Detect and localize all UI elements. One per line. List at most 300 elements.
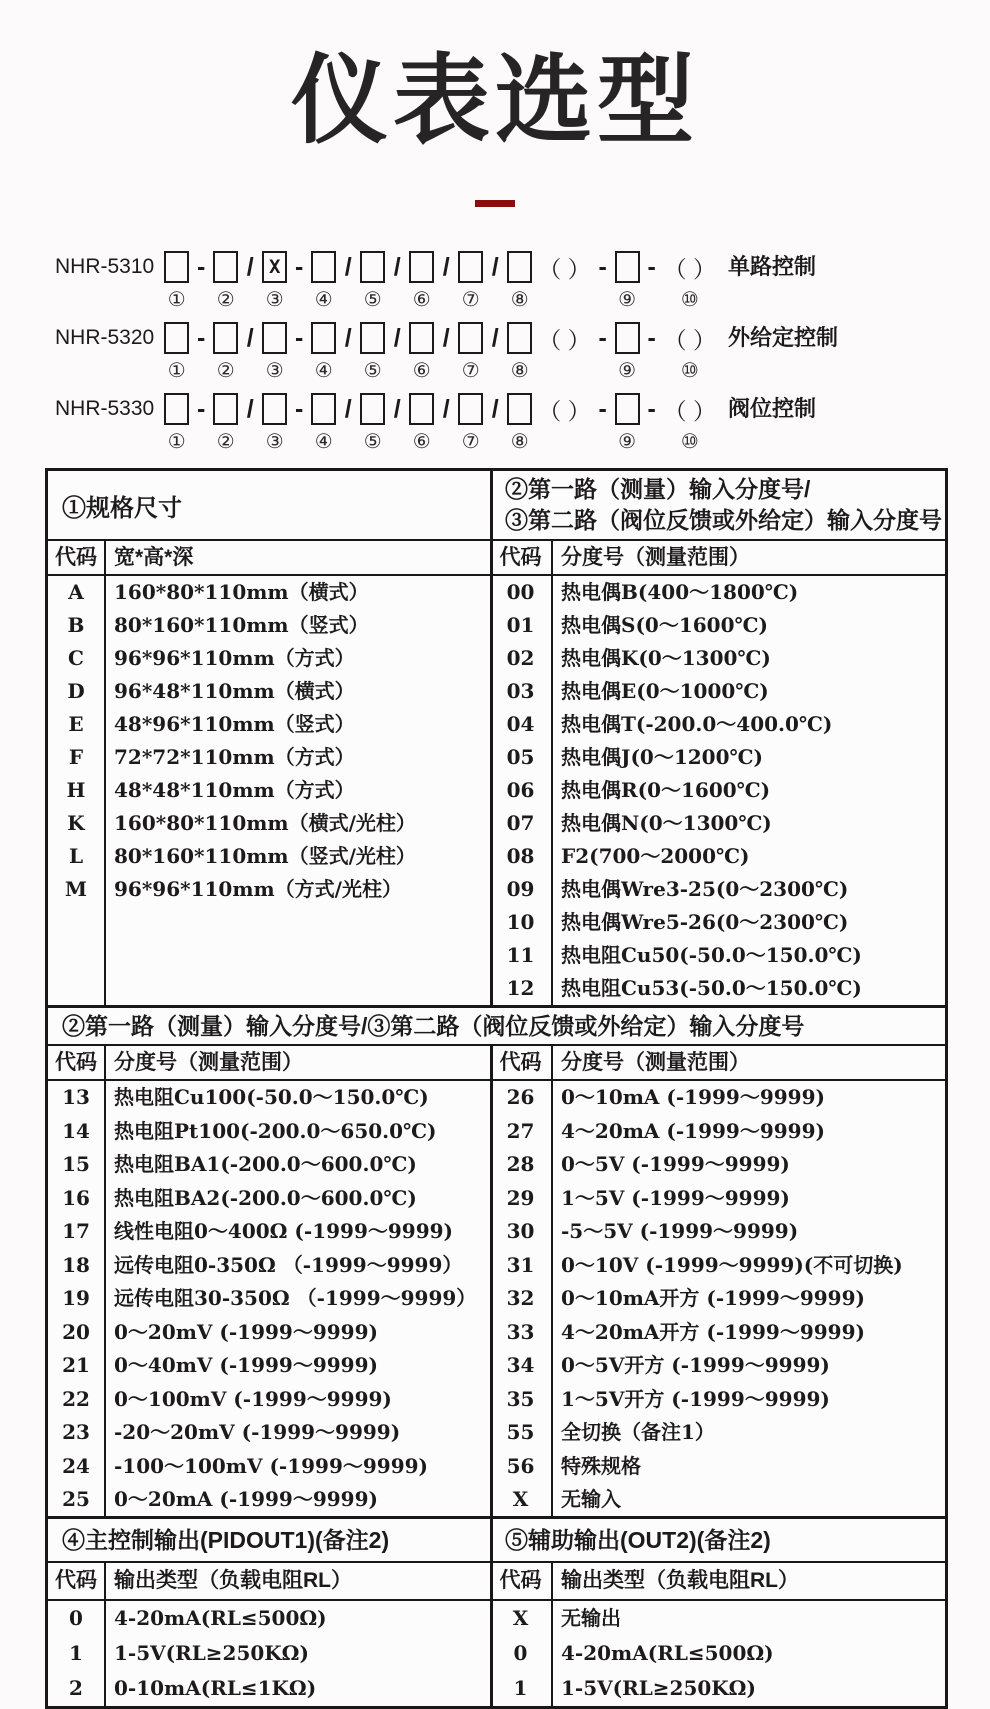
code-box: （ ）	[538, 397, 591, 424]
code-box: -	[647, 323, 656, 352]
table-row	[48, 576, 490, 609]
section2-right-rows	[490, 1081, 945, 1516]
model-token	[391, 393, 403, 454]
column-header-code: 代码	[55, 1051, 97, 1074]
code-box: /	[393, 252, 401, 281]
circled-number: ⑤	[363, 431, 382, 453]
code-box	[615, 322, 640, 354]
model-token	[646, 251, 658, 312]
table-row	[48, 1249, 490, 1283]
model-name: NHR-5320	[55, 326, 155, 349]
code-box: -	[647, 394, 656, 423]
code-box: -	[647, 252, 656, 281]
code-box	[164, 393, 189, 425]
table-row	[48, 1601, 490, 1636]
code-box: /	[442, 323, 450, 352]
circled-number: ⑨	[618, 360, 637, 382]
circled-number: ①	[167, 289, 186, 311]
desc-cell: 1-5V(RL≥250KΩ)	[114, 1641, 309, 1665]
table-row	[490, 1081, 945, 1115]
desc-cell: 热电阻Pt100(-200.0～650.0℃)	[114, 1118, 437, 1143]
column-header-range: 分度号（测量范围）	[561, 1051, 750, 1074]
code-box	[360, 251, 385, 283]
code-cell: 1	[513, 1676, 528, 1700]
model-token	[458, 251, 483, 312]
table-row	[48, 873, 490, 906]
desc-cell: 0～10mA (-1999～9999)	[561, 1085, 825, 1109]
desc-cell: 4～20mA (-1999～9999)	[561, 1118, 825, 1143]
code-cell: X	[512, 1606, 529, 1630]
table-row	[48, 1081, 490, 1115]
table-row	[490, 1601, 945, 1636]
desc-cell: 特殊规格	[561, 1453, 641, 1478]
code-cell: 28	[506, 1152, 535, 1176]
section2-header	[48, 1005, 945, 1046]
desc-cell: 1～5V开方 (-1999～9999)	[561, 1386, 830, 1411]
code-cell: 24	[62, 1453, 90, 1478]
model-token	[440, 251, 452, 312]
model-token	[597, 251, 609, 312]
code-cell: 33	[506, 1319, 535, 1344]
model-token	[458, 322, 483, 383]
code-box: -	[197, 323, 206, 352]
desc-cell: 热电偶J(0～1200℃)	[561, 745, 763, 769]
table-row	[48, 1282, 490, 1316]
code-box: （ ）	[663, 397, 716, 424]
model-token	[409, 393, 434, 454]
table-row	[490, 1349, 945, 1383]
code-cell: 26	[506, 1085, 535, 1109]
vertical-rule	[104, 1046, 106, 1516]
circled-number: ⑧	[510, 289, 529, 311]
table-row	[490, 1416, 945, 1450]
table-row	[490, 1383, 945, 1417]
code-box: /	[246, 323, 254, 352]
column-header-range: 分度号（测量范围）	[114, 1051, 303, 1074]
model-token	[262, 251, 287, 312]
code-cell: 22	[62, 1386, 90, 1411]
model-tokens	[161, 322, 719, 383]
code-cell: 00	[506, 580, 535, 604]
code-cell: 04	[506, 712, 535, 736]
table-row	[48, 1215, 490, 1249]
code-box	[262, 322, 287, 354]
table-row	[490, 1148, 945, 1182]
model-tokens	[161, 251, 719, 312]
section2-header-text: ②第一路（测量）输入分度号/③第二路（阀位反馈或外给定）输入分度号	[62, 1013, 805, 1039]
code-cell: X	[512, 1487, 529, 1511]
model-token	[615, 322, 640, 383]
code-cell: 20	[62, 1319, 90, 1344]
table-row	[48, 1316, 490, 1350]
model-line-nhr5320	[52, 322, 990, 383]
table-row	[490, 1450, 945, 1484]
desc-cell: 线性电阻0～400Ω (-1999～9999)	[114, 1219, 453, 1243]
code-box: /	[491, 252, 499, 281]
table-row	[48, 1115, 490, 1149]
vertical-rule	[490, 1046, 493, 1516]
code-box	[409, 393, 434, 425]
desc-cell: 96*96*110mm（方式）	[114, 646, 355, 670]
desc-cell: 96*48*110mm（横式）	[114, 679, 355, 703]
code-cell: 18	[62, 1252, 90, 1277]
circled-number: ⑤	[363, 360, 382, 382]
desc-cell: F2(700～2000℃)	[561, 844, 750, 868]
circled-number: ⑦	[461, 289, 480, 311]
model-token	[311, 393, 336, 454]
code-cell: A	[68, 580, 84, 604]
model-label-column	[728, 393, 816, 454]
table-row	[490, 1316, 945, 1350]
column-header-output-type: 输出类型（负载电阻RL）	[114, 1569, 352, 1592]
model-token	[213, 393, 238, 454]
code-box: /	[393, 394, 401, 423]
code-cell: L	[68, 844, 84, 868]
model-token	[440, 393, 452, 454]
code-cell: 05	[506, 745, 535, 769]
table-row	[48, 708, 490, 741]
code-box	[213, 322, 238, 354]
column-header-code: 代码	[55, 546, 97, 569]
model-token	[615, 251, 640, 312]
model-token	[409, 251, 434, 312]
code-box: （ ）	[538, 255, 591, 282]
section3-header-left: ④主控制输出(PIDOUT1)(备注2)	[62, 1527, 390, 1553]
model-token	[391, 322, 403, 383]
desc-cell: -100～100mV (-1999～9999)	[114, 1453, 428, 1478]
table-row	[48, 1636, 490, 1671]
code-box	[164, 322, 189, 354]
circled-number: ⑥	[412, 431, 431, 453]
model-token	[164, 393, 189, 454]
model-token	[164, 251, 189, 312]
desc-cell: 160*80*110mm（横式/光柱）	[114, 811, 416, 835]
table-row	[490, 609, 945, 642]
circled-number: ①	[167, 431, 186, 453]
table-row	[48, 1148, 490, 1182]
circled-number: ⑦	[461, 431, 480, 453]
column-header-output-type: 输出类型（负载电阻RL）	[561, 1569, 799, 1592]
desc-cell: 48*48*110mm（方式）	[114, 778, 355, 802]
desc-cell: 热电偶Wre5-26(0～2300℃)	[561, 910, 849, 934]
table-row	[490, 741, 945, 774]
circled-number: ⑦	[461, 360, 480, 382]
model-token	[664, 251, 716, 312]
table-row	[490, 576, 945, 609]
desc-cell: 热电偶S(0～1600℃)	[561, 613, 768, 637]
table-row	[490, 972, 945, 1005]
section1-header	[48, 471, 945, 541]
code-cell: F	[68, 745, 84, 769]
code-cell: 35	[506, 1386, 535, 1411]
code-cell: 02	[506, 646, 535, 670]
model-token	[244, 251, 256, 312]
model-token	[262, 322, 287, 383]
desc-cell: 热电偶E(0～1000℃)	[561, 679, 769, 703]
code-cell: 29	[506, 1185, 535, 1210]
desc-cell: 4-20mA(RL≤500Ω)	[561, 1641, 774, 1665]
desc-cell: 远传电阻30-350Ω （-1999～9999）	[114, 1286, 477, 1310]
code-box: /	[442, 252, 450, 281]
circled-number: ③	[265, 431, 284, 453]
code-box: -	[295, 252, 304, 281]
desc-cell: -20～20mV (-1999～9999)	[114, 1420, 401, 1444]
table-row	[490, 675, 945, 708]
code-cell: 15	[62, 1152, 90, 1176]
model-token	[360, 393, 385, 454]
desc-cell: 无输出	[561, 1606, 621, 1630]
code-box: /	[344, 323, 352, 352]
desc-cell: 热电偶K(0～1300℃)	[561, 646, 771, 670]
model-name: NHR-5310	[55, 255, 155, 278]
table-row	[48, 741, 490, 774]
section3-column-headers	[48, 1563, 945, 1601]
model-token	[597, 322, 609, 383]
desc-cell: 4-20mA(RL≤500Ω)	[114, 1606, 327, 1630]
desc-cell: 远传电阻0-350Ω （-1999～9999）	[114, 1252, 463, 1277]
circled-number: ③	[265, 289, 284, 311]
section2-left-rows	[48, 1081, 490, 1516]
model-token	[244, 322, 256, 383]
circled-number: ⑨	[618, 431, 637, 453]
model-token	[195, 393, 207, 454]
model-token	[597, 393, 609, 454]
table-row	[490, 807, 945, 840]
code-cell: 14	[62, 1118, 90, 1143]
desc-cell: 热电阻BA2(-200.0～600.0℃)	[114, 1185, 417, 1210]
circled-number: ⑧	[510, 431, 529, 453]
code-cell: 09	[506, 877, 535, 901]
code-cell: 30	[506, 1219, 535, 1243]
desc-cell: 0～20mV (-1999～9999)	[114, 1319, 378, 1344]
model-name-column	[55, 322, 154, 383]
table-row	[490, 1115, 945, 1149]
code-box: /	[491, 394, 499, 423]
model-token	[360, 251, 385, 312]
code-box: /	[393, 323, 401, 352]
circled-number: ④	[314, 360, 333, 382]
desc-cell: 160*80*110mm（横式）	[114, 580, 369, 604]
table-row	[48, 609, 490, 642]
desc-cell: 0-10mA(RL≤1KΩ)	[114, 1676, 317, 1700]
vertical-rule	[104, 541, 106, 1005]
desc-cell: 0～20mA (-1999～9999)	[114, 1487, 378, 1511]
desc-cell: 72*72*110mm（方式）	[114, 745, 355, 769]
code-cell: 08	[506, 844, 535, 868]
section1-header-right-line1: ②第一路（测量）输入分度号/	[505, 476, 811, 502]
desc-cell: 96*96*110mm（方式/光柱）	[114, 877, 402, 901]
code-cell: 07	[506, 811, 535, 835]
code-cell: 10	[506, 910, 535, 934]
code-cell: 12	[506, 976, 535, 1000]
model-token	[615, 393, 640, 454]
code-cell: 0	[513, 1641, 528, 1665]
model-name-column	[55, 393, 154, 454]
vertical-rule	[490, 1563, 493, 1706]
model-token	[293, 322, 305, 383]
table-row	[490, 906, 945, 939]
model-token	[342, 322, 354, 383]
table-row	[48, 807, 490, 840]
model-token	[538, 393, 590, 454]
code-cell: 17	[62, 1219, 90, 1243]
model-token	[391, 251, 403, 312]
code-cell: 01	[506, 613, 535, 637]
section1-header-right	[490, 471, 945, 539]
code-box	[507, 251, 532, 283]
model-token	[311, 251, 336, 312]
table-row	[48, 1671, 490, 1706]
code-box: /	[246, 252, 254, 281]
circled-number: ⑩	[680, 360, 699, 382]
model-token	[646, 322, 658, 383]
desc-cell: 80*160*110mm（竖式）	[114, 613, 369, 637]
code-box: -	[598, 323, 607, 352]
model-label-column	[728, 251, 816, 312]
model-name-column	[55, 251, 154, 312]
model-token	[489, 393, 501, 454]
model-token	[244, 393, 256, 454]
code-box: -	[598, 394, 607, 423]
code-box: -	[295, 394, 304, 423]
code-box	[213, 393, 238, 425]
code-box	[311, 322, 336, 354]
section2-grid	[48, 1046, 945, 1516]
desc-cell: 热电阻BA1(-200.0～600.0℃)	[114, 1152, 417, 1176]
table-row	[490, 1215, 945, 1249]
column-header-code: 代码	[499, 1569, 542, 1592]
column-header-range: 分度号（测量范围）	[561, 546, 750, 569]
code-box: -	[295, 323, 304, 352]
desc-cell: 0～40mV (-1999～9999)	[114, 1353, 378, 1377]
model-label-column	[728, 322, 838, 383]
model-token	[195, 322, 207, 383]
model-token	[646, 393, 658, 454]
model-token	[213, 322, 238, 383]
code-box	[262, 393, 287, 425]
code-box: /	[344, 394, 352, 423]
model-type-label: 单路控制	[728, 254, 817, 279]
section1-left-rows	[48, 576, 490, 1005]
code-box	[615, 393, 640, 425]
section3-body	[48, 1601, 945, 1706]
model-token	[538, 322, 590, 383]
model-token	[311, 322, 336, 383]
code-cell: E	[68, 712, 84, 736]
table-row	[490, 708, 945, 741]
model-token	[458, 393, 483, 454]
circled-number: ④	[314, 431, 333, 453]
section1-grid	[48, 541, 945, 1005]
model-token	[440, 322, 452, 383]
code-box: （ ）	[538, 326, 591, 353]
code-box: （ ）	[663, 326, 716, 353]
code-cell: M	[64, 877, 88, 901]
model-code-diagrams	[52, 251, 990, 454]
model-token	[507, 251, 532, 312]
section2-body	[48, 1081, 945, 1516]
model-token	[489, 322, 501, 383]
code-box: /	[344, 252, 352, 281]
circled-number: ⑥	[412, 360, 431, 382]
table-row	[48, 1416, 490, 1450]
code-box	[507, 322, 532, 354]
section3-grid	[48, 1563, 945, 1706]
code-cell: 16	[62, 1185, 90, 1210]
desc-cell: 4～20mA开方 (-1999～9999)	[561, 1319, 865, 1344]
table-row	[48, 1450, 490, 1484]
desc-cell: 热电阻Cu53(-50.0～150.0℃)	[561, 976, 862, 1000]
code-box	[458, 322, 483, 354]
model-token	[507, 322, 532, 383]
table-row	[48, 774, 490, 807]
model-token	[489, 251, 501, 312]
model-token	[409, 322, 434, 383]
code-cell: 06	[506, 778, 535, 802]
circled-number: ⑤	[363, 289, 382, 311]
circled-number: ⑩	[680, 289, 699, 311]
code-cell: C	[68, 646, 84, 670]
code-cell: 31	[506, 1252, 535, 1277]
section1-header-right-line2: ③第二路（阀位反馈或外给定）输入分度号	[505, 507, 942, 533]
desc-cell: 80*160*110mm（竖式/光柱）	[114, 844, 416, 868]
code-box: -	[197, 394, 206, 423]
column-header-code: 代码	[55, 1569, 97, 1592]
code-box: /	[246, 394, 254, 423]
model-token	[293, 251, 305, 312]
model-type-label: 外给定控制	[728, 325, 839, 350]
section3-right-rows	[490, 1601, 945, 1706]
circled-number: ②	[216, 431, 235, 453]
code-box	[360, 393, 385, 425]
code-box	[409, 322, 434, 354]
column-header-size: 宽*高*深	[114, 546, 194, 569]
desc-cell: 0～10mA开方 (-1999～9999)	[561, 1286, 865, 1310]
code-cell: B	[67, 613, 85, 637]
desc-cell: 热电偶B(400～1800℃)	[561, 580, 799, 604]
code-box	[458, 251, 483, 283]
code-box	[458, 393, 483, 425]
desc-cell: 0～10V (-1999～9999)(不可切换)	[561, 1252, 903, 1277]
desc-cell: 无输入	[561, 1487, 621, 1511]
code-cell: 55	[506, 1420, 535, 1444]
table-row	[48, 642, 490, 675]
code-box	[311, 251, 336, 283]
table-row	[48, 1383, 490, 1417]
code-box	[311, 393, 336, 425]
table-row	[490, 1636, 945, 1671]
section3-header	[48, 1516, 945, 1563]
section3-left-rows	[48, 1601, 490, 1706]
model-token	[360, 322, 385, 383]
desc-cell: 热电阻Cu50(-50.0～150.0℃)	[561, 943, 862, 967]
code-box	[409, 251, 434, 283]
model-token	[507, 393, 532, 454]
vertical-rule	[490, 541, 493, 1005]
section1-right-rows	[490, 576, 945, 1005]
model-token	[213, 251, 238, 312]
desc-cell: 热电偶Wre3-25(0～2300℃)	[561, 877, 849, 901]
selection-table	[45, 468, 948, 1709]
table-row	[48, 840, 490, 873]
code-cell: 19	[62, 1286, 90, 1310]
code-box: /	[491, 323, 499, 352]
code-cell: H	[66, 778, 86, 802]
circled-number: ⑩	[680, 431, 699, 453]
code-cell: 56	[506, 1453, 535, 1478]
section3-header-right: ⑤辅助输出(OUT2)(备注2)	[490, 1519, 945, 1561]
column-header-code: 代码	[499, 1051, 542, 1074]
